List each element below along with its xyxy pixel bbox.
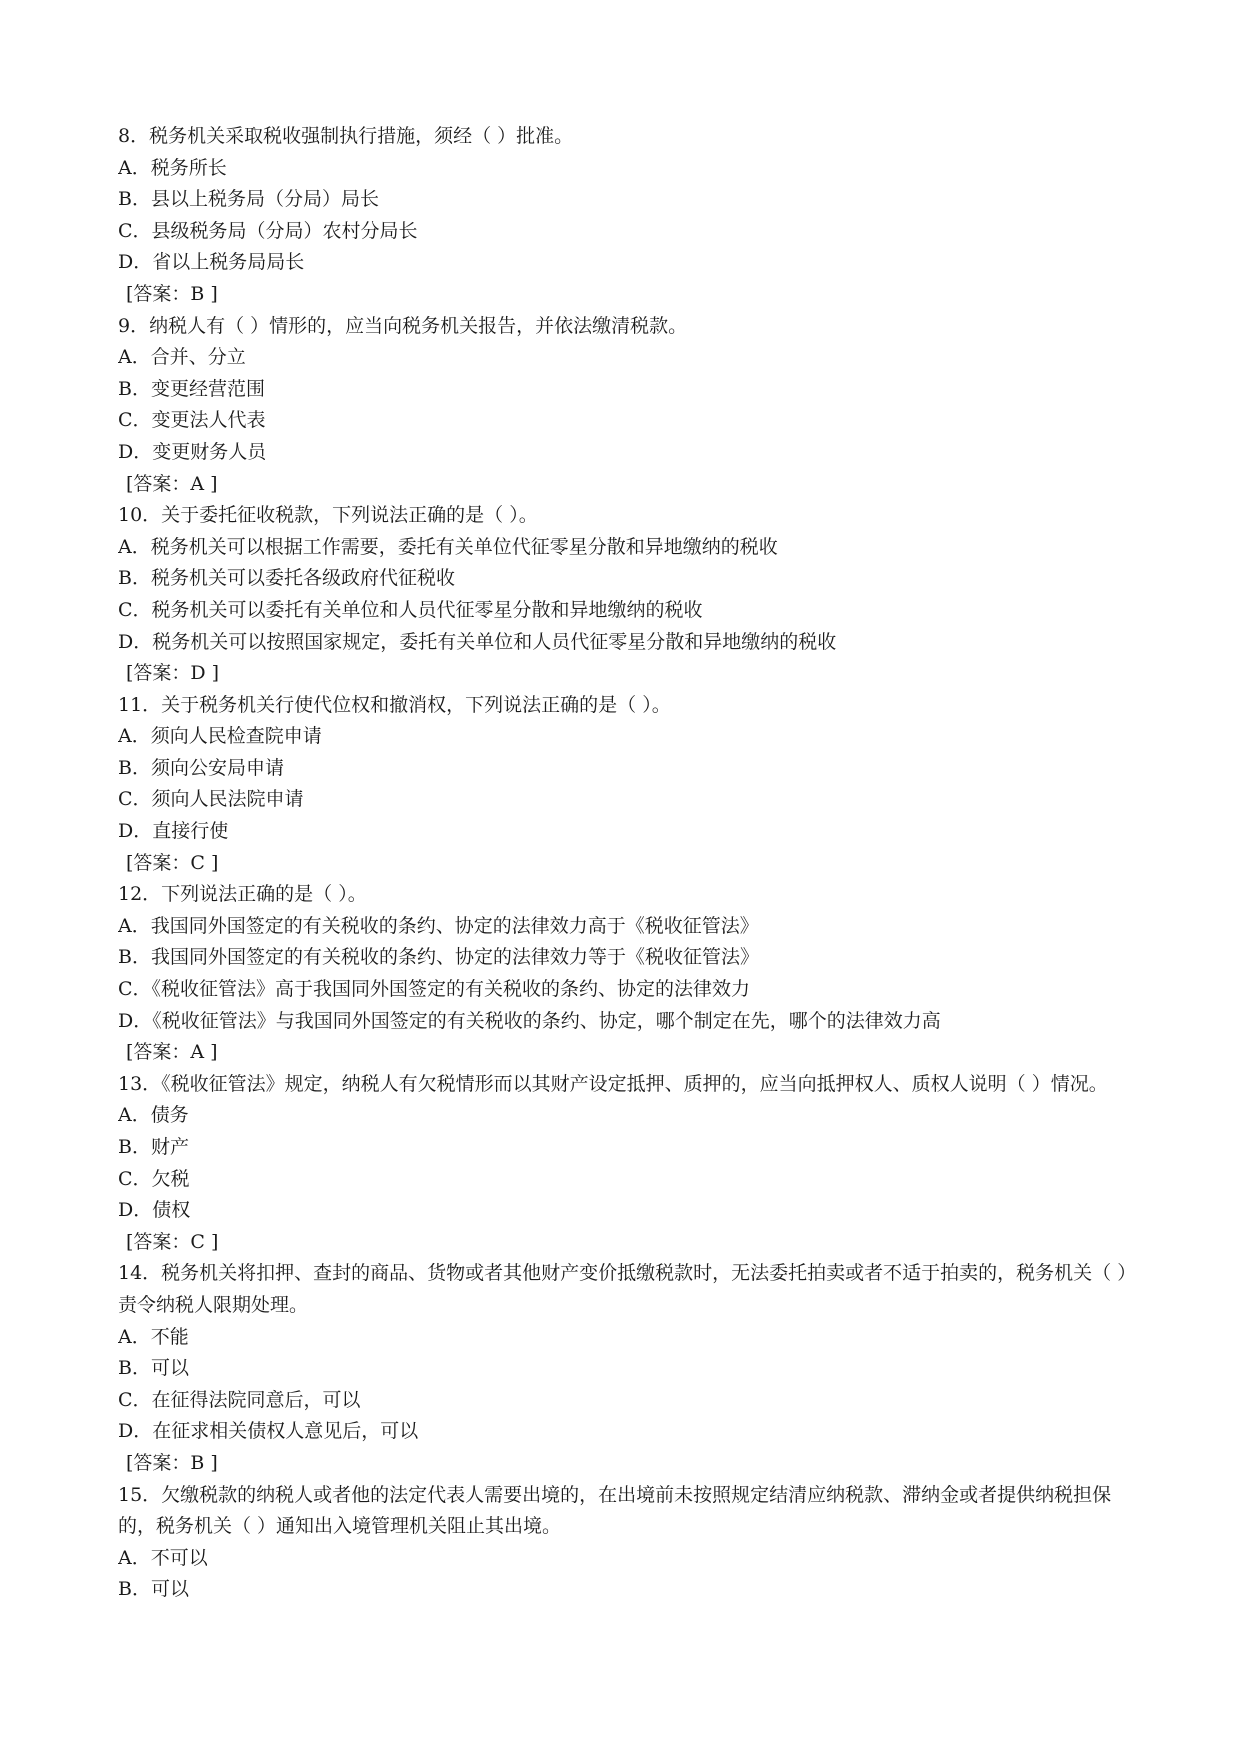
document-page: [118, 121, 1128, 1606]
question-stem: 13．《税收征管法》规定，纳税人有欠税情形而以其财产设定抵押、质押的，应当向抵押权人、质权人说明（ ）情况。: [118, 1072, 1108, 1095]
option-a: A．合并、分立: [118, 346, 246, 369]
answer: [答案：C ]: [126, 851, 219, 874]
question-13: [118, 1069, 1128, 1259]
question-9: [118, 311, 1128, 501]
option-d: D．在征求相关债权人意见后，可以: [118, 1420, 419, 1443]
question-stem: 8．税务机关采取税收强制执行措施，须经（ ）批准。: [118, 125, 574, 147]
question-12: [118, 879, 1128, 1069]
option-d: D．税务机关可以按照国家规定，委托有关单位和人员代征零星分散和异地缴纳的税收: [118, 630, 837, 653]
option-d: D．《税收征管法》与我国同外国签定的有关税收的条约、协定，哪个制定在先，哪个的法律效力高: [118, 1009, 941, 1032]
option-b: B．可以: [118, 1578, 189, 1601]
option-a: A．债务: [118, 1104, 189, 1127]
option-d: D．直接行使: [118, 820, 229, 843]
option-d: D．债权: [118, 1199, 191, 1222]
option-a: A．税务机关可以根据工作需要，委托有关单位代征零星分散和异地缴纳的税收: [118, 535, 778, 558]
answer: [答案：A ]: [126, 472, 218, 495]
option-b: B．县以上税务局（分局）局长: [118, 188, 379, 211]
option-b: B．可以: [118, 1357, 189, 1380]
option-b: B．税务机关可以委托各级政府代征税收: [118, 567, 455, 590]
answer: [答案：B ]: [126, 282, 218, 305]
question-14: [118, 1258, 1128, 1479]
option-c: C．变更法人代表: [118, 409, 266, 432]
option-d: D．省以上税务局局长: [118, 251, 305, 274]
question-stem: 11．关于税务机关行使代位权和撤消权，下列说法正确的是（ ）。: [118, 693, 671, 716]
answer: [答案：A ]: [126, 1041, 218, 1064]
option-c: C．在征得法院同意后，可以: [118, 1388, 361, 1411]
option-a: A．税务所长: [118, 156, 227, 179]
option-a: A．不能: [118, 1325, 189, 1348]
answer: [答案：D ]: [126, 662, 220, 685]
question-stem: 15．欠缴税款的纳税人或者他的法定代表人需要出境的，在出境前未按照规定结清应纳税款、滞纳金或者提供纳税担保的，税务机关（ ）通知出入境管理机关阻止其出境。: [118, 1483, 1112, 1538]
option-b: B．变更经营范围: [118, 377, 265, 400]
answer: [答案：B ]: [126, 1451, 218, 1474]
question-stem: 14．税务机关将扣押、查封的商品、货物或者其他财产变价抵缴税款时，无法委托拍卖或者不适于拍卖的，税务机关（ ）责令纳税人限期处理。: [118, 1262, 1127, 1316]
question-stem: 9．纳税人有（ ）情形的，应当向税务机关报告，并依法缴清税款。: [118, 314, 688, 337]
option-c: C．须向人民法院申请: [118, 788, 304, 811]
option-a: A．不可以: [118, 1546, 208, 1569]
option-d: D．变更财务人员: [118, 440, 267, 463]
option-c: C．税务机关可以委托有关单位和人员代征零星分散和异地缴纳的税收: [118, 598, 703, 621]
question-15: [118, 1480, 1128, 1606]
question-stem: 12．下列说法正确的是（ ）。: [118, 883, 367, 906]
question-stem: 10．关于委托征收税款，下列说法正确的是（ ）。: [118, 504, 538, 527]
option-c: C．《税收征管法》高于我国同外国签定的有关税收的条约、协定的法律效力: [118, 978, 751, 1001]
option-b: B．须向公安局申请: [118, 756, 284, 779]
answer: [答案：C ]: [126, 1230, 219, 1253]
option-c: C．欠税: [118, 1167, 190, 1190]
option-b: B．财产: [118, 1136, 189, 1158]
question-11: [118, 690, 1128, 880]
option-c: C．县级税务局（分局）农村分局长: [118, 219, 418, 242]
option-b: B．我国同外国签定的有关税收的条约、协定的法律效力等于《税收征管法》: [118, 946, 759, 969]
question-10: [118, 500, 1128, 690]
question-8: [118, 121, 1128, 311]
option-a: A．须向人民检查院申请: [118, 725, 322, 748]
option-a: A．我国同外国签定的有关税收的条约、协定的法律效力高于《税收征管法》: [118, 914, 759, 937]
